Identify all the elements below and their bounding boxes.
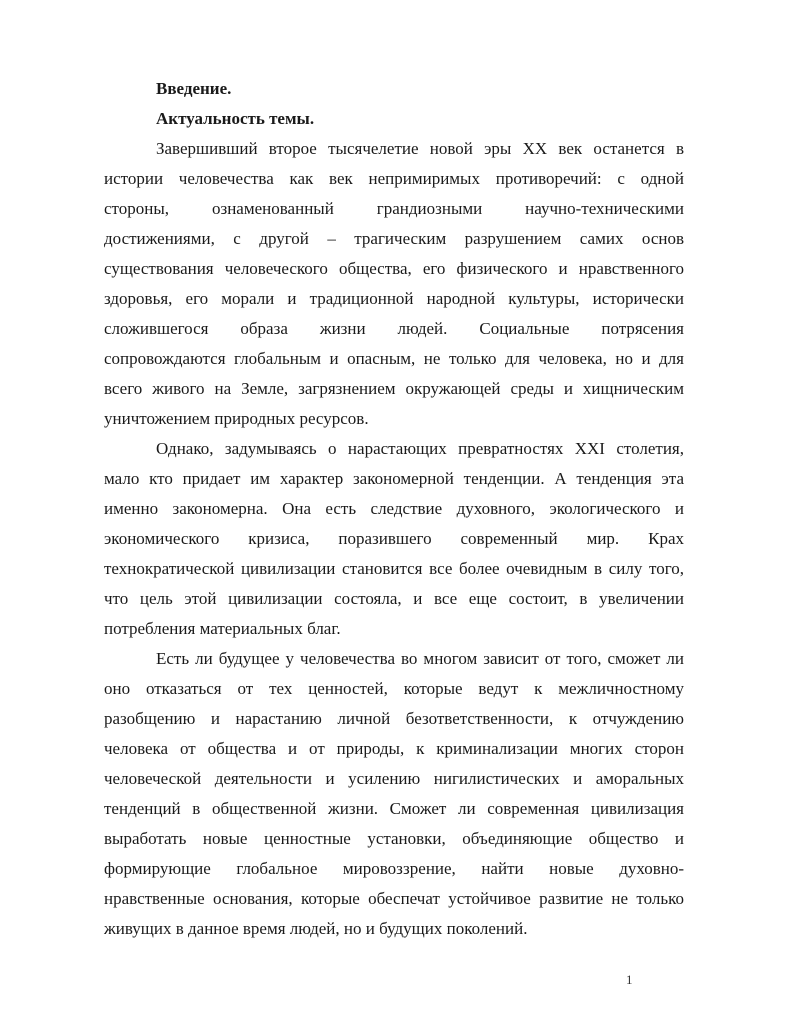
text-line: человека от общества и от природы, к криминализации многих сторон — [104, 739, 684, 758]
text-line: сложившегося образа жизни людей. Социальные потрясения — [104, 319, 684, 338]
text-line: Есть ли будущее у человечества во многом зависит от того, сможет ли — [156, 649, 684, 668]
text-line: выработать новые ценностные установки, объединяющие общество и — [104, 829, 684, 848]
heading-topic-relevance: Актуальность темы. — [156, 109, 315, 128]
text-line: достижениями, с другой – трагическим разрушением самих основ — [104, 229, 684, 248]
text-line: Завершивший второе тысячелетие новой эры XX век останется в — [156, 139, 684, 158]
paragraph — [104, 134, 684, 434]
text-line: сопровождаются глобальным и опасным, не только для человека, но и для — [104, 349, 684, 368]
document-page — [104, 74, 684, 944]
text-line: формирующие глобальное мировоззрение, найти новые духовно- — [104, 859, 684, 878]
text-line: живущих в данное время людей, но и будущих поколений. — [104, 919, 528, 938]
text-line: здоровья, его морали и традиционной народной культуры, исторически — [104, 289, 684, 308]
text-line: мало кто придает им характер закономерной тенденции. А тенденция эта — [104, 469, 684, 488]
text-line: стороны, ознаменованный грандиозными научно-техническими — [104, 199, 684, 218]
paragraph — [104, 644, 684, 944]
text-line: тенденций в общественной жизни. Сможет ли современная цивилизация — [104, 799, 684, 818]
text-line: оно отказаться от тех ценностей, которые ведут к межличностному — [104, 679, 684, 698]
text-line: экономического кризиса, поразившего современный мир. Крах — [104, 529, 684, 548]
text-line: именно закономерна. Она есть следствие духовного, экологического и — [104, 499, 684, 518]
heading-introduction: Введение. — [156, 79, 232, 98]
text-line: что цель этой цивилизации состояла, и все еще состоит, в увеличении — [104, 589, 684, 608]
text-line: разобщению и нарастанию личной безответственности, к отчуждению — [104, 709, 684, 728]
page-number: 1 — [626, 972, 633, 987]
body-text — [104, 134, 684, 944]
paragraph — [104, 434, 684, 644]
text-line: нравственные основания, которые обеспечат устойчивое развитие не только — [104, 889, 684, 908]
text-line: уничтожением природных ресурсов. — [104, 409, 369, 428]
text-line: истории человечества как век непримиримых противоречий: с одной — [104, 169, 684, 188]
text-line: технократической цивилизации становится все более очевидным в силу того, — [104, 559, 684, 578]
text-line: Однако, задумываясь о нарастающих превратностях XXI столетия, — [156, 439, 684, 458]
text-line: потребления материальных благ. — [104, 619, 341, 638]
text-line: всего живого на Земле, загрязнением окружающей среды и хищническим — [104, 379, 684, 398]
text-line: человеческой деятельности и усилению нигилистических и аморальных — [104, 769, 684, 788]
text-line: существования человеческого общества, его физического и нравственного — [104, 259, 684, 278]
